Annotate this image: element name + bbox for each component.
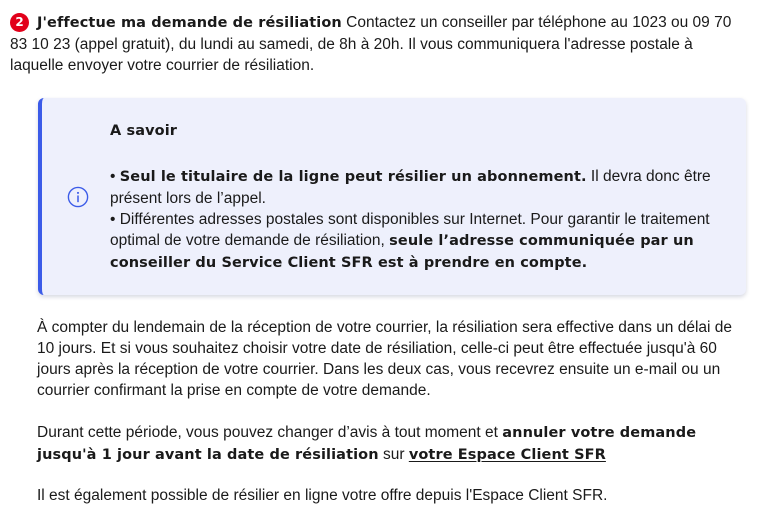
paragraph-en-ligne: Il est également possible de résilier en ligne votre offre depuis l'Espace Client SFR. [37, 487, 608, 504]
info-item-text: • Différentes adresses postales sont disponibles sur Internet. Pour garantir le traitement optimal de votre demande de résiliation, [110, 211, 710, 249]
info-item-titulaire [110, 166, 730, 209]
step-description [10, 12, 745, 76]
paragraph-bold: annuler votre demande jusqu'à 1 jour avant la date de résiliation [37, 425, 697, 463]
paragraph-delai: À compter du lendemain de la réception de votre courrier, la résiliation sera effective dans un délai de 10 jours. Et si vous souhaitez choisir votre date de résiliation, celle-ci peut être effectuée jusqu'à 60 jours après la réception de votre courrier. Dans les deux cas, vous recevrez ensuite un e-mail ou un courrier confirmant la prise en compte de votre demande. [37, 319, 733, 399]
step-text: Contactez un conseiller par téléphone au 1023 ou 09 70 83 10 23 (appel gratuit), du lundi au samedi, de 8h à 20h. Il vous communiquera l'adresse postale à laquelle envoyer votre courrier de résiliation. [10, 14, 732, 74]
info-callout [38, 98, 746, 295]
info-item-text: Il devra donc être présent lors de l’appel. [110, 168, 711, 207]
espace-client-link[interactable]: votre Espace Client SFR [408, 447, 606, 463]
info-item-bold: seule l’adresse communiquée par un conseiller du Service Client SFR est à prendre en compte. [110, 233, 694, 271]
info-item-bold: Seul le titulaire de la ligne peut résilier un abonnement. [119, 169, 587, 185]
step-number-badge: 2 [10, 13, 29, 32]
step-title: J'effectue ma demande de résiliation [37, 15, 342, 31]
info-title: A savoir [110, 123, 178, 139]
paragraph-text: sur [378, 446, 409, 463]
info-icon [67, 186, 89, 208]
paragraph-text: Durant cette période, vous pouvez changer d’avis à tout moment et [37, 424, 503, 441]
info-content [110, 121, 730, 274]
step-2 [10, 12, 745, 76]
paragraph-annulation [37, 422, 749, 466]
info-item-adresses [110, 209, 730, 274]
bullet: • [110, 168, 120, 185]
